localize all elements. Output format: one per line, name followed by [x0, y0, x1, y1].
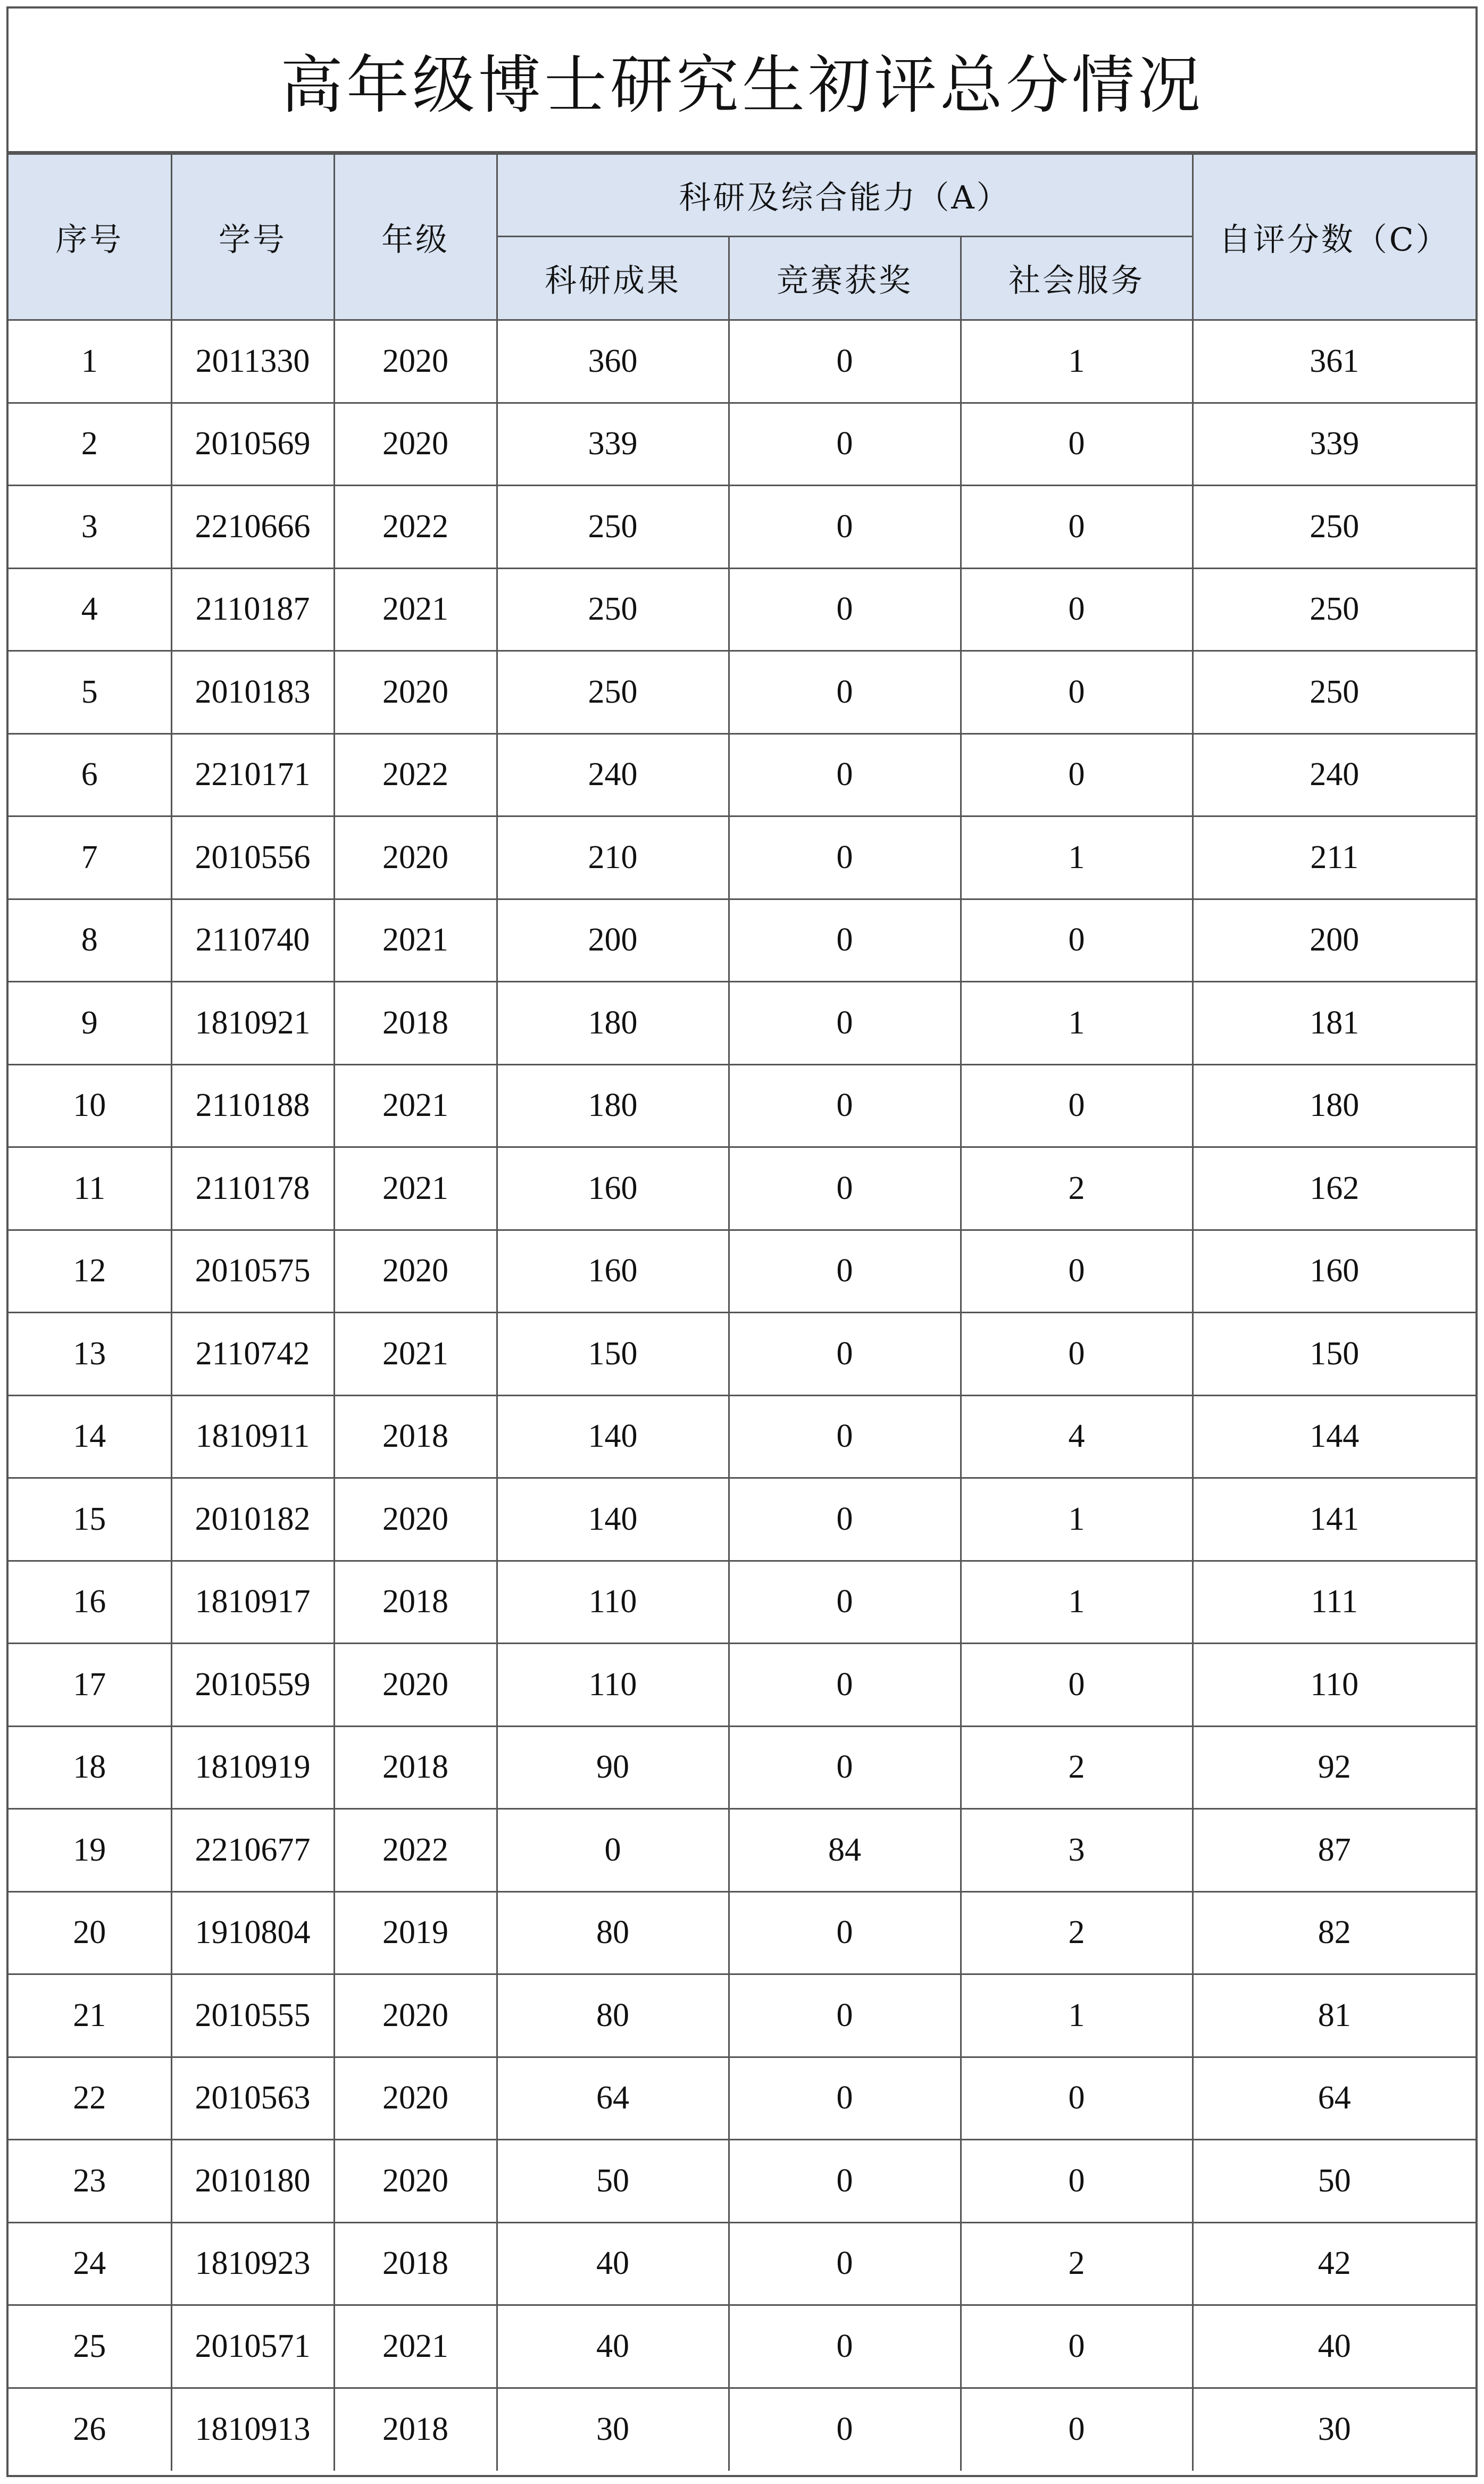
cell-research: 30 — [497, 2388, 729, 2471]
cell-grade: 2020 — [334, 1230, 497, 1313]
table-body — [9, 320, 1475, 2471]
cell-index: 24 — [9, 2222, 171, 2305]
cell-index: 19 — [9, 1809, 171, 1892]
table-row — [9, 1561, 1475, 1644]
cell-competition: 0 — [729, 403, 961, 486]
cell-competition: 0 — [729, 486, 961, 569]
cell-student-id: 2010559 — [171, 1644, 334, 1727]
header-competition: 竞赛获奖 — [729, 237, 961, 320]
cell-self-score: 160 — [1193, 1230, 1475, 1313]
cell-student-id: 2010556 — [171, 816, 334, 899]
cell-grade: 2020 — [334, 320, 497, 403]
cell-index: 14 — [9, 1395, 171, 1478]
cell-service: 0 — [961, 1230, 1193, 1313]
cell-competition: 0 — [729, 320, 961, 403]
header-index: 序号 — [9, 154, 171, 320]
table-row — [9, 2388, 1475, 2471]
cell-competition: 0 — [729, 2140, 961, 2223]
cell-student-id: 1810921 — [171, 982, 334, 1065]
table-row — [9, 1891, 1475, 1974]
cell-service: 0 — [961, 1313, 1193, 1396]
cell-index: 21 — [9, 1974, 171, 2057]
cell-competition: 0 — [729, 816, 961, 899]
cell-self-score: 200 — [1193, 899, 1475, 982]
cell-self-score: 92 — [1193, 1726, 1475, 1809]
cell-competition: 0 — [729, 2305, 961, 2388]
cell-grade: 2018 — [334, 1395, 497, 1478]
cell-service: 0 — [961, 899, 1193, 982]
cell-grade: 2020 — [334, 403, 497, 486]
cell-index: 2 — [9, 403, 171, 486]
cell-self-score: 361 — [1193, 320, 1475, 403]
cell-grade: 2022 — [334, 1809, 497, 1892]
cell-competition: 0 — [729, 1395, 961, 1478]
table-row — [9, 2222, 1475, 2305]
cell-student-id: 1810919 — [171, 1726, 334, 1809]
cell-grade: 2021 — [334, 1313, 497, 1396]
header-service: 社会服务 — [961, 237, 1193, 320]
table-row — [9, 2140, 1475, 2223]
cell-self-score: 250 — [1193, 568, 1475, 651]
table-row — [9, 982, 1475, 1065]
table-row — [9, 816, 1475, 899]
cell-competition: 0 — [729, 982, 961, 1065]
cell-service: 0 — [961, 1064, 1193, 1147]
cell-self-score: 144 — [1193, 1395, 1475, 1478]
cell-grade: 2020 — [334, 2140, 497, 2223]
header-group-a: 科研及综合能力（A） — [497, 154, 1193, 237]
cell-student-id: 2010571 — [171, 2305, 334, 2388]
cell-research: 180 — [497, 982, 729, 1065]
cell-competition: 0 — [729, 1974, 961, 2057]
cell-competition: 0 — [729, 1064, 961, 1147]
cell-research: 160 — [497, 1230, 729, 1313]
cell-service: 1 — [961, 982, 1193, 1065]
cell-research: 64 — [497, 2057, 729, 2140]
cell-index: 7 — [9, 816, 171, 899]
cell-research: 90 — [497, 1726, 729, 1809]
cell-competition: 0 — [729, 651, 961, 734]
cell-service: 3 — [961, 1809, 1193, 1892]
cell-index: 6 — [9, 733, 171, 816]
cell-self-score: 211 — [1193, 816, 1475, 899]
cell-student-id: 1910804 — [171, 1891, 334, 1974]
cell-competition: 0 — [729, 1313, 961, 1396]
cell-index: 9 — [9, 982, 171, 1065]
cell-grade: 2020 — [334, 1478, 497, 1561]
table-row — [9, 320, 1475, 403]
cell-index: 23 — [9, 2140, 171, 2223]
cell-self-score: 162 — [1193, 1147, 1475, 1230]
header-self-score: 自评分数（C） — [1193, 154, 1475, 320]
cell-student-id: 2210666 — [171, 486, 334, 569]
cell-index: 8 — [9, 899, 171, 982]
cell-self-score: 110 — [1193, 1644, 1475, 1727]
cell-self-score: 339 — [1193, 403, 1475, 486]
cell-grade: 2020 — [334, 2057, 497, 2140]
cell-research: 40 — [497, 2305, 729, 2388]
table-row — [9, 1478, 1475, 1561]
cell-competition: 0 — [729, 1230, 961, 1313]
cell-grade: 2021 — [334, 899, 497, 982]
cell-competition: 0 — [729, 1478, 961, 1561]
cell-competition: 0 — [729, 899, 961, 982]
score-sheet — [6, 6, 1478, 2477]
header-research: 科研成果 — [497, 237, 729, 320]
cell-student-id: 1810911 — [171, 1395, 334, 1478]
cell-competition: 0 — [729, 2057, 961, 2140]
cell-student-id: 1810917 — [171, 1561, 334, 1644]
cell-service: 0 — [961, 2140, 1193, 2223]
cell-research: 80 — [497, 1891, 729, 1974]
table-row — [9, 1064, 1475, 1147]
cell-service: 0 — [961, 2388, 1193, 2471]
cell-service: 2 — [961, 1891, 1193, 1974]
cell-competition: 0 — [729, 2388, 961, 2471]
cell-service: 0 — [961, 486, 1193, 569]
cell-grade: 2018 — [334, 2222, 497, 2305]
cell-student-id: 2110740 — [171, 899, 334, 982]
cell-service: 2 — [961, 1147, 1193, 1230]
cell-research: 40 — [497, 2222, 729, 2305]
cell-research: 150 — [497, 1313, 729, 1396]
cell-student-id: 2010563 — [171, 2057, 334, 2140]
cell-competition: 0 — [729, 2222, 961, 2305]
cell-competition: 0 — [729, 1147, 961, 1230]
cell-index: 4 — [9, 568, 171, 651]
cell-index: 10 — [9, 1064, 171, 1147]
cell-index: 26 — [9, 2388, 171, 2471]
cell-student-id: 2110742 — [171, 1313, 334, 1396]
header-grade: 年级 — [334, 154, 497, 320]
cell-grade: 2020 — [334, 651, 497, 734]
cell-index: 1 — [9, 320, 171, 403]
cell-grade: 2021 — [334, 1147, 497, 1230]
cell-research: 160 — [497, 1147, 729, 1230]
cell-self-score: 82 — [1193, 1891, 1475, 1974]
table-row — [9, 568, 1475, 651]
cell-student-id: 2110187 — [171, 568, 334, 651]
cell-index: 12 — [9, 1230, 171, 1313]
cell-self-score: 40 — [1193, 2305, 1475, 2388]
table-row — [9, 2305, 1475, 2388]
cell-index: 3 — [9, 486, 171, 569]
cell-service: 0 — [961, 1644, 1193, 1727]
cell-competition: 84 — [729, 1809, 961, 1892]
cell-service: 1 — [961, 1974, 1193, 2057]
table-row — [9, 1395, 1475, 1478]
cell-service: 0 — [961, 403, 1193, 486]
cell-student-id: 2010575 — [171, 1230, 334, 1313]
cell-grade: 2018 — [334, 982, 497, 1065]
cell-self-score: 180 — [1193, 1064, 1475, 1147]
table-row — [9, 1809, 1475, 1892]
table-row — [9, 1147, 1475, 1230]
cell-self-score: 30 — [1193, 2388, 1475, 2471]
cell-service: 1 — [961, 1478, 1193, 1561]
cell-self-score: 42 — [1193, 2222, 1475, 2305]
cell-self-score: 64 — [1193, 2057, 1475, 2140]
cell-index: 5 — [9, 651, 171, 734]
table-row — [9, 651, 1475, 734]
header-student-id: 学号 — [171, 154, 334, 320]
cell-student-id: 2011330 — [171, 320, 334, 403]
cell-competition: 0 — [729, 1726, 961, 1809]
cell-research: 140 — [497, 1478, 729, 1561]
table-row — [9, 1644, 1475, 1727]
cell-competition: 0 — [729, 1891, 961, 1974]
cell-research: 110 — [497, 1644, 729, 1727]
cell-student-id: 2110188 — [171, 1064, 334, 1147]
cell-self-score: 181 — [1193, 982, 1475, 1065]
table-row — [9, 1726, 1475, 1809]
cell-grade: 2022 — [334, 486, 497, 569]
cell-grade: 2020 — [334, 816, 497, 899]
cell-service: 0 — [961, 733, 1193, 816]
cell-student-id: 1810923 — [171, 2222, 334, 2305]
cell-student-id: 2010555 — [171, 1974, 334, 2057]
cell-competition: 0 — [729, 733, 961, 816]
cell-grade: 2021 — [334, 2305, 497, 2388]
cell-competition: 0 — [729, 568, 961, 651]
cell-research: 240 — [497, 733, 729, 816]
cell-index: 20 — [9, 1891, 171, 1974]
cell-research: 0 — [497, 1809, 729, 1892]
cell-research: 210 — [497, 816, 729, 899]
cell-index: 17 — [9, 1644, 171, 1727]
title-bar — [9, 9, 1475, 153]
cell-research: 50 — [497, 2140, 729, 2223]
cell-research: 140 — [497, 1395, 729, 1478]
cell-service: 2 — [961, 1726, 1193, 1809]
cell-research: 250 — [497, 651, 729, 734]
cell-service: 2 — [961, 2222, 1193, 2305]
cell-index: 15 — [9, 1478, 171, 1561]
cell-competition: 0 — [729, 1644, 961, 1727]
cell-index: 18 — [9, 1726, 171, 1809]
cell-service: 1 — [961, 320, 1193, 403]
table-row — [9, 1230, 1475, 1313]
cell-research: 339 — [497, 403, 729, 486]
cell-research: 250 — [497, 568, 729, 651]
cell-self-score: 87 — [1193, 1809, 1475, 1892]
cell-grade: 2018 — [334, 1561, 497, 1644]
table-row — [9, 899, 1475, 982]
cell-student-id: 2110178 — [171, 1147, 334, 1230]
cell-research: 200 — [497, 899, 729, 982]
table-row — [9, 486, 1475, 569]
cell-self-score: 50 — [1193, 2140, 1475, 2223]
cell-index: 25 — [9, 2305, 171, 2388]
cell-research: 360 — [497, 320, 729, 403]
cell-self-score: 250 — [1193, 651, 1475, 734]
cell-grade: 2021 — [334, 568, 497, 651]
cell-student-id: 2010182 — [171, 1478, 334, 1561]
cell-grade: 2021 — [334, 1064, 497, 1147]
cell-service: 1 — [961, 816, 1193, 899]
cell-competition: 0 — [729, 1561, 961, 1644]
cell-grade: 2019 — [334, 1891, 497, 1974]
cell-self-score: 141 — [1193, 1478, 1475, 1561]
cell-self-score: 150 — [1193, 1313, 1475, 1396]
cell-grade: 2022 — [334, 733, 497, 816]
cell-service: 1 — [961, 1561, 1193, 1644]
cell-grade: 2018 — [334, 2388, 497, 2471]
cell-student-id: 1810913 — [171, 2388, 334, 2471]
cell-student-id: 2010180 — [171, 2140, 334, 2223]
cell-self-score: 250 — [1193, 486, 1475, 569]
cell-grade: 2018 — [334, 1726, 497, 1809]
cell-student-id: 2010183 — [171, 651, 334, 734]
cell-service: 0 — [961, 2305, 1193, 2388]
cell-service: 0 — [961, 568, 1193, 651]
scores-table — [9, 153, 1475, 2471]
cell-student-id: 2010569 — [171, 403, 334, 486]
table-row — [9, 1313, 1475, 1396]
cell-service: 0 — [961, 2057, 1193, 2140]
table-row — [9, 1974, 1475, 2057]
cell-index: 13 — [9, 1313, 171, 1396]
cell-research: 80 — [497, 1974, 729, 2057]
cell-research: 110 — [497, 1561, 729, 1644]
cell-grade: 2020 — [334, 1974, 497, 2057]
cell-student-id: 2210677 — [171, 1809, 334, 1892]
cell-service: 0 — [961, 651, 1193, 734]
table-row — [9, 2057, 1475, 2140]
cell-index: 16 — [9, 1561, 171, 1644]
header-row-1 — [9, 154, 1475, 237]
table-row — [9, 733, 1475, 816]
cell-self-score: 81 — [1193, 1974, 1475, 2057]
cell-grade: 2020 — [334, 1644, 497, 1727]
cell-self-score: 111 — [1193, 1561, 1475, 1644]
table-row — [9, 403, 1475, 486]
cell-research: 180 — [497, 1064, 729, 1147]
cell-service: 4 — [961, 1395, 1193, 1478]
page-title: 高年级博士研究生初评总分情况 — [280, 48, 1204, 122]
cell-research: 250 — [497, 486, 729, 569]
cell-self-score: 240 — [1193, 733, 1475, 816]
cell-student-id: 2210171 — [171, 733, 334, 816]
cell-index: 11 — [9, 1147, 171, 1230]
cell-index: 22 — [9, 2057, 171, 2140]
